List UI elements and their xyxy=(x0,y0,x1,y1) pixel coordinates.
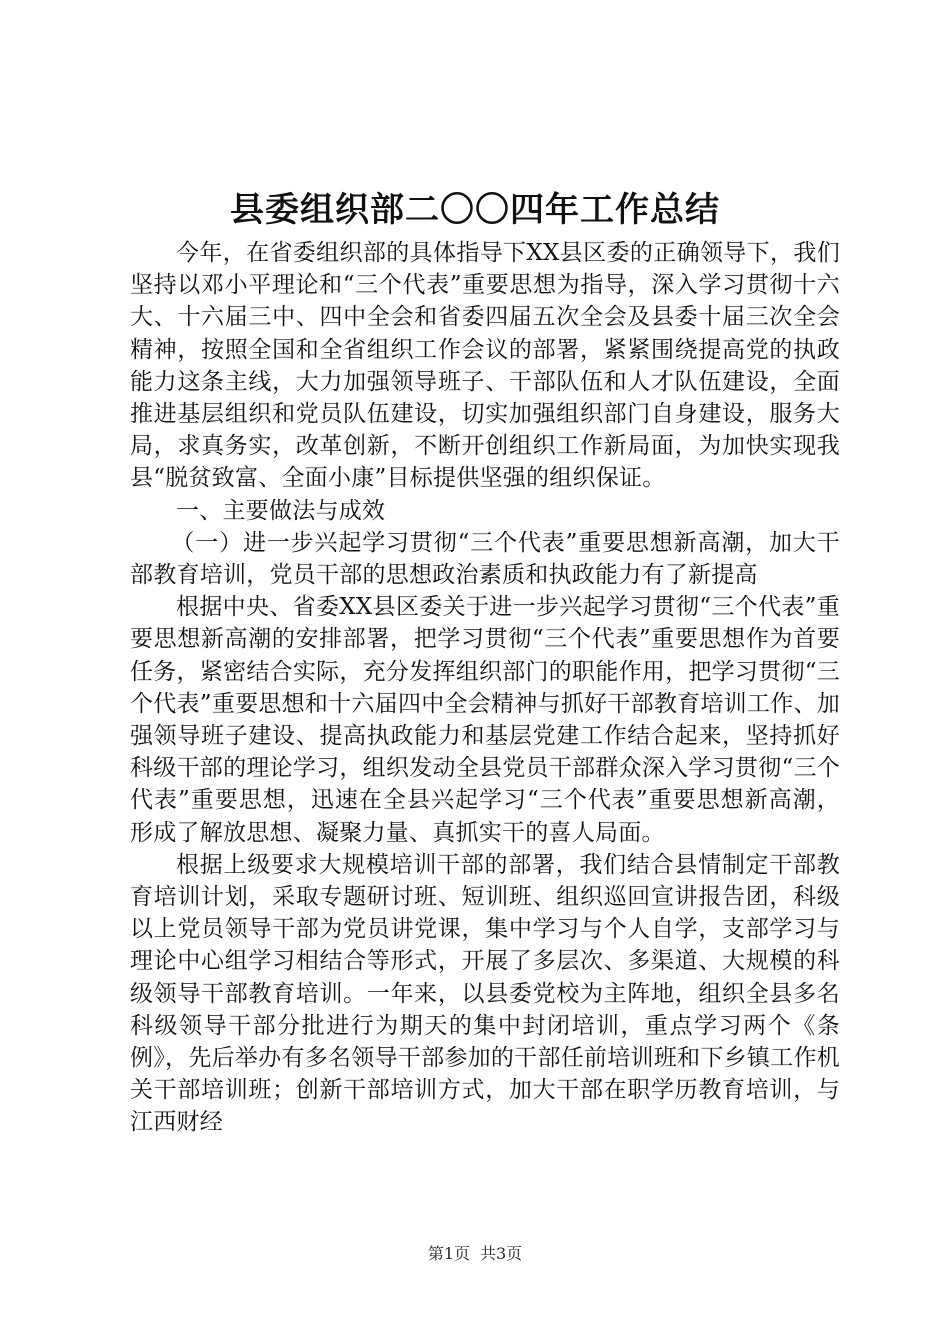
document-title: 县委组织部二〇〇四年工作总结 xyxy=(230,190,720,230)
subsection-heading: （一）进一步兴起学习贯彻“三个代表”重要思想新高潮，加大干部教育培训，党员干部的思想政治素质和执政能力有了新提高 xyxy=(130,529,840,589)
body-paragraph: 根据中央、省委XX县区委关于进一步兴起学习贯彻“三个代表”重要思想新高潮的安排部署，把学习贯彻“三个代表”重要思想作为首要任务，紧密结合实际，充分发挥组织部门的职能作用，把学习贯彻“三个代表”重要思想和十六届四中全会精神与抓好干部教育培训工作、加强领导班子建设、提高执政能力和基层党建工作结合起来，坚持抓好科级干部的理论学习，组织发动全县党员干部群众深入学习贯彻“三个代表”重要思想，迅速在全县兴起学习“三个代表”重要思想新高潮，形成了解放思想、凝聚力量、真抓实干的喜人局面。 xyxy=(130,594,840,846)
body-paragraph: 根据上级要求大规模培训干部的部署，我们结合县情制定干部教育培训计划，采取专题研讨班、短训班、组织巡回宣讲报告团，科级以上党员领导干部为党员讲党课，集中学习与个人自学，支部学习与理论中心组学习相结合等形式，开展了多层次、多渠道、大规模的科级领导干部教育培训。一年来，以县委党校为主阵地，组织全县多名科级领导干部分批进行为期天的集中封闭培训，重点学习两个《条例》，先后举办有多名领导干部参加的干部任前培训班和下乡镇工作机关干部培训班；创新干部培训方式，加大干部在职学历教育培训，与江西财经 xyxy=(130,851,840,1136)
page-number: 第1页 xyxy=(427,1244,470,1263)
body-paragraph: 今年，在省委组织部的具体指导下XX县区委的正确领导下，我们坚持以邓小平理论和“三个代表”重要思想为指导，深入学习贯彻十六大、十六届三中、四中全会和省委四届五次全会及县委十届三次全会精神，按照全国和全省组织工作会议的部署，紧紧围绕提高党的执政能力这条主线，大力加强领导班子、干部队伍和人才队伍建设，全面推进基层组织和党员队伍建设，切实加强组织部门自身建设，服务大局，求真务实，改革创新，不断开创组织工作新局面，为加快实现我县“脱贫致富、全面小康”目标提供坚强的组织保证。 xyxy=(130,240,840,492)
document-body xyxy=(130,237,840,1139)
page-total: 共3页 xyxy=(480,1244,523,1263)
page-footer xyxy=(0,1243,950,1265)
section-heading: 一、主要做法与成效 xyxy=(176,497,386,524)
